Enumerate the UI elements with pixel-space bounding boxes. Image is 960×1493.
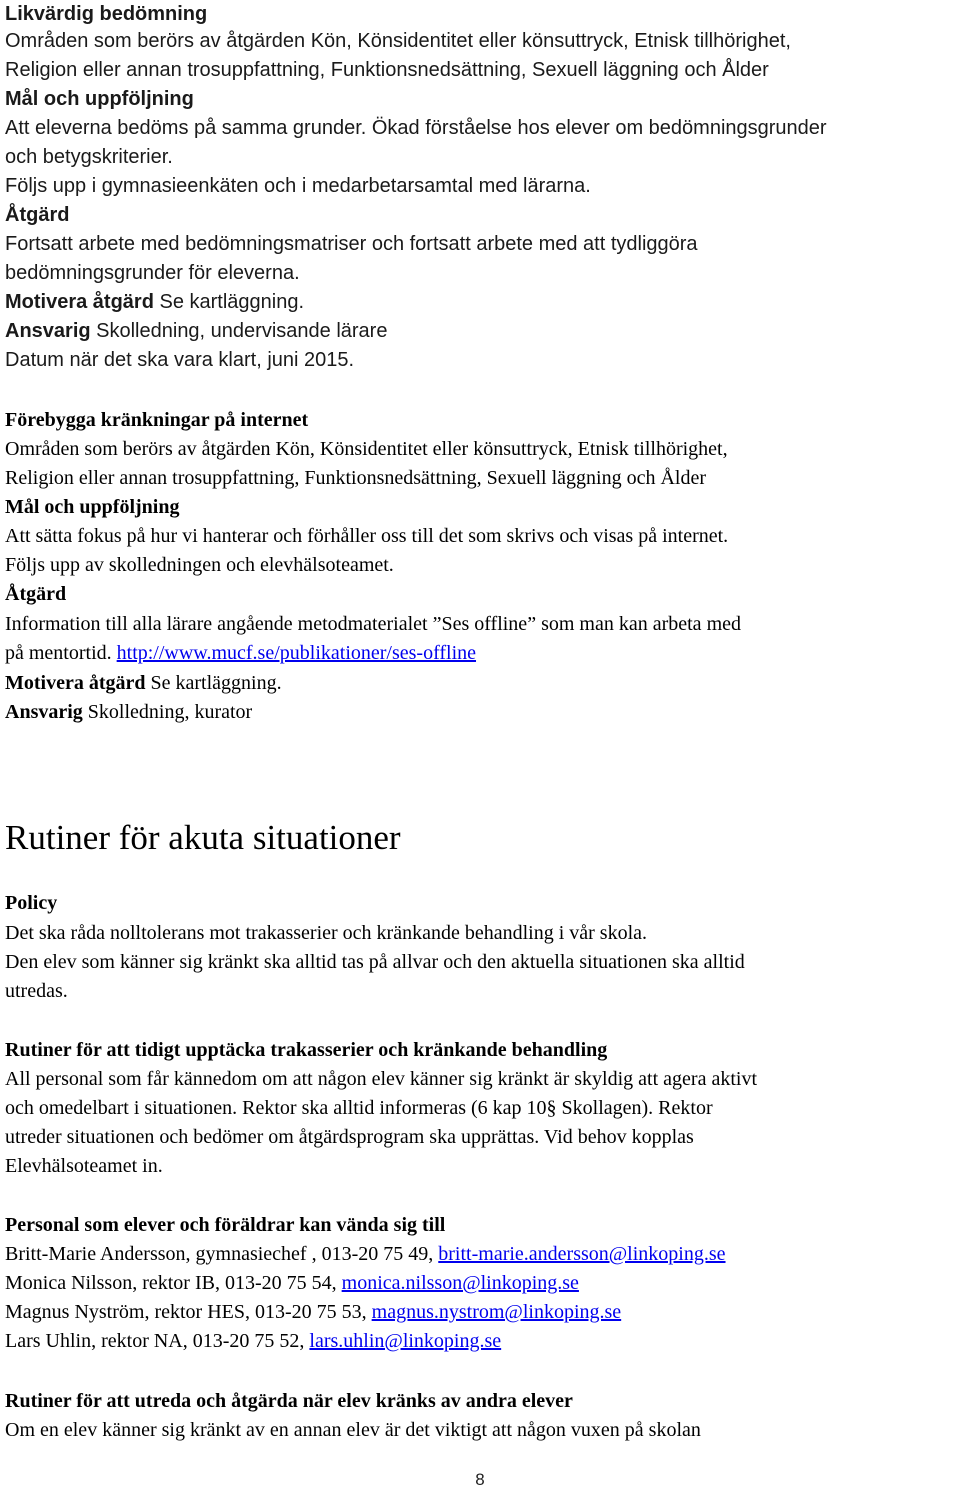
goal-line-2: och betygskriterier. bbox=[5, 146, 173, 168]
page-number: 8 bbox=[475, 1470, 485, 1489]
section-title-likvardig-bedomning: Likvärdig bedömning bbox=[5, 3, 208, 25]
goal-heading: Mål och uppföljning bbox=[5, 88, 194, 110]
investigate-heading: Rutiner för att utreda och åtgärda när elev kränks av andra elever bbox=[5, 1390, 573, 1412]
policy-line-3: utredas. bbox=[5, 980, 68, 1002]
contact-text: Britt-Marie Andersson, gymnasiechef , 013-20 75 49, bbox=[5, 1243, 439, 1265]
areas-line-1: Områden som berörs av åtgärden Kön, Könsidentitet eller könsuttryck, Etnisk tillhörighet, bbox=[5, 30, 791, 52]
responsible-text: Skolledning, undervisande lärare bbox=[90, 320, 388, 342]
action2-text: på mentortid. bbox=[5, 642, 117, 664]
contact-email-link[interactable]: magnus.nystrom@linkoping.se bbox=[371, 1301, 622, 1323]
date-line: Datum när det ska vara klart, juni 2015. bbox=[5, 349, 355, 371]
motivate2-label: Motivera åtgärd bbox=[5, 672, 146, 694]
contact-email-link[interactable]: lars.uhlin@linkoping.se bbox=[309, 1330, 502, 1352]
action2-line-2 bbox=[5, 639, 476, 668]
contact-row bbox=[5, 1269, 579, 1298]
responsible2-label: Ansvarig bbox=[5, 701, 83, 723]
policy-line-2: Den elev som känner sig kränkt ska alltid tas på allvar och den aktuella situationen ska alltid bbox=[5, 951, 745, 973]
early-line-4: Elevhälsoteamet in. bbox=[5, 1155, 163, 1177]
goal2-line-2: Följs upp av skolledningen och elevhälsoteamet. bbox=[5, 554, 394, 576]
responsible-label: Ansvarig bbox=[5, 320, 91, 342]
contacts-heading: Personal som elever och föräldrar kan vända sig till bbox=[5, 1214, 446, 1236]
policy-heading: Policy bbox=[5, 892, 58, 914]
early-line-3: utreder situationen och bedömer om åtgärdsprogram ska upprättas. Vid behov kopplas bbox=[5, 1126, 694, 1148]
areas2-line-1: Områden som berörs av åtgärden Kön, Könsidentitet eller könsuttryck, Etnisk tillhörighet, bbox=[5, 438, 728, 460]
action2-heading: Åtgärd bbox=[5, 583, 67, 605]
contact-email-link[interactable]: monica.nilsson@linkoping.se bbox=[341, 1272, 579, 1294]
contact-row bbox=[5, 1298, 621, 1327]
contact-text: Monica Nilsson, rektor IB, 013-20 75 54, bbox=[5, 1272, 342, 1294]
investigate-line-1: Om en elev känner sig kränkt av en annan elev är det viktigt att någon vuxen på skolan bbox=[5, 1419, 701, 1441]
motivate2-text: Se kartläggning. bbox=[145, 672, 282, 694]
responsible-line bbox=[5, 317, 387, 346]
motivate-text: Se kartläggning. bbox=[153, 291, 305, 313]
goal-line-3: Följs upp i gymnasieenkäten och i medarbetarsamtal med lärarna. bbox=[5, 175, 591, 197]
page-heading-rutiner: Rutiner för akuta situationer bbox=[5, 818, 401, 857]
policy-line-1: Det ska råda nolltolerans mot trakasserier och kränkande behandling i vår skola. bbox=[5, 922, 648, 944]
section-title-krankningar-internet: Förebygga kränkningar på internet bbox=[5, 409, 309, 431]
goal2-heading: Mål och uppföljning bbox=[5, 496, 180, 518]
responsible2-line bbox=[5, 698, 252, 727]
early-detection-heading: Rutiner för att tidigt upptäcka trakasserier och kränkande behandling bbox=[5, 1039, 608, 1061]
contact-row bbox=[5, 1327, 501, 1356]
action2-line-1: Information till alla lärare angående metodmaterialet ”Ses offline” som man kan arbeta med bbox=[5, 613, 741, 635]
action-heading: Åtgärd bbox=[5, 204, 70, 226]
ses-offline-link[interactable]: http://www.mucf.se/publikationer/ses-offline bbox=[116, 642, 477, 664]
motivate2-line bbox=[5, 669, 282, 698]
areas-line-2: Religion eller annan trosuppfattning, Funktionsnedsättning, Sexuell läggning och Ålder bbox=[5, 59, 769, 81]
goal2-line-1: Att sätta fokus på hur vi hanterar och förhåller oss till det som skrivs och visas på internet. bbox=[5, 525, 729, 547]
contact-row bbox=[5, 1240, 726, 1269]
areas2-line-2: Religion eller annan trosuppfattning, Funktionsnedsättning, Sexuell läggning och Ålder bbox=[5, 467, 706, 489]
motivate-line bbox=[5, 288, 304, 317]
action-line-2: bedömningsgrunder för eleverna. bbox=[5, 262, 300, 284]
action-line-1: Fortsatt arbete med bedömningsmatriser och fortsatt arbete med att tydliggöra bbox=[5, 233, 698, 255]
responsible2-text: Skolledning, kurator bbox=[82, 701, 253, 723]
early-line-1: All personal som får kännedom om att någon elev känner sig kränkt är skyldig att agera aktivt bbox=[5, 1068, 758, 1090]
early-line-2: och omedelbart i situationen. Rektor ska alltid informeras (6 kap 10§ Skollagen). Rektor bbox=[5, 1097, 713, 1119]
contact-text: Lars Uhlin, rektor NA, 013-20 75 52, bbox=[5, 1330, 310, 1352]
goal-line-1: Att eleverna bedöms på samma grunder. Ökad förståelse hos elever om bedömningsgrunder bbox=[5, 117, 827, 139]
contact-email-link[interactable]: britt-marie.andersson@linkoping.se bbox=[438, 1243, 726, 1265]
motivate-label: Motivera åtgärd bbox=[5, 291, 154, 313]
contact-text: Magnus Nyström, rektor HES, 013-20 75 53, bbox=[5, 1301, 372, 1323]
